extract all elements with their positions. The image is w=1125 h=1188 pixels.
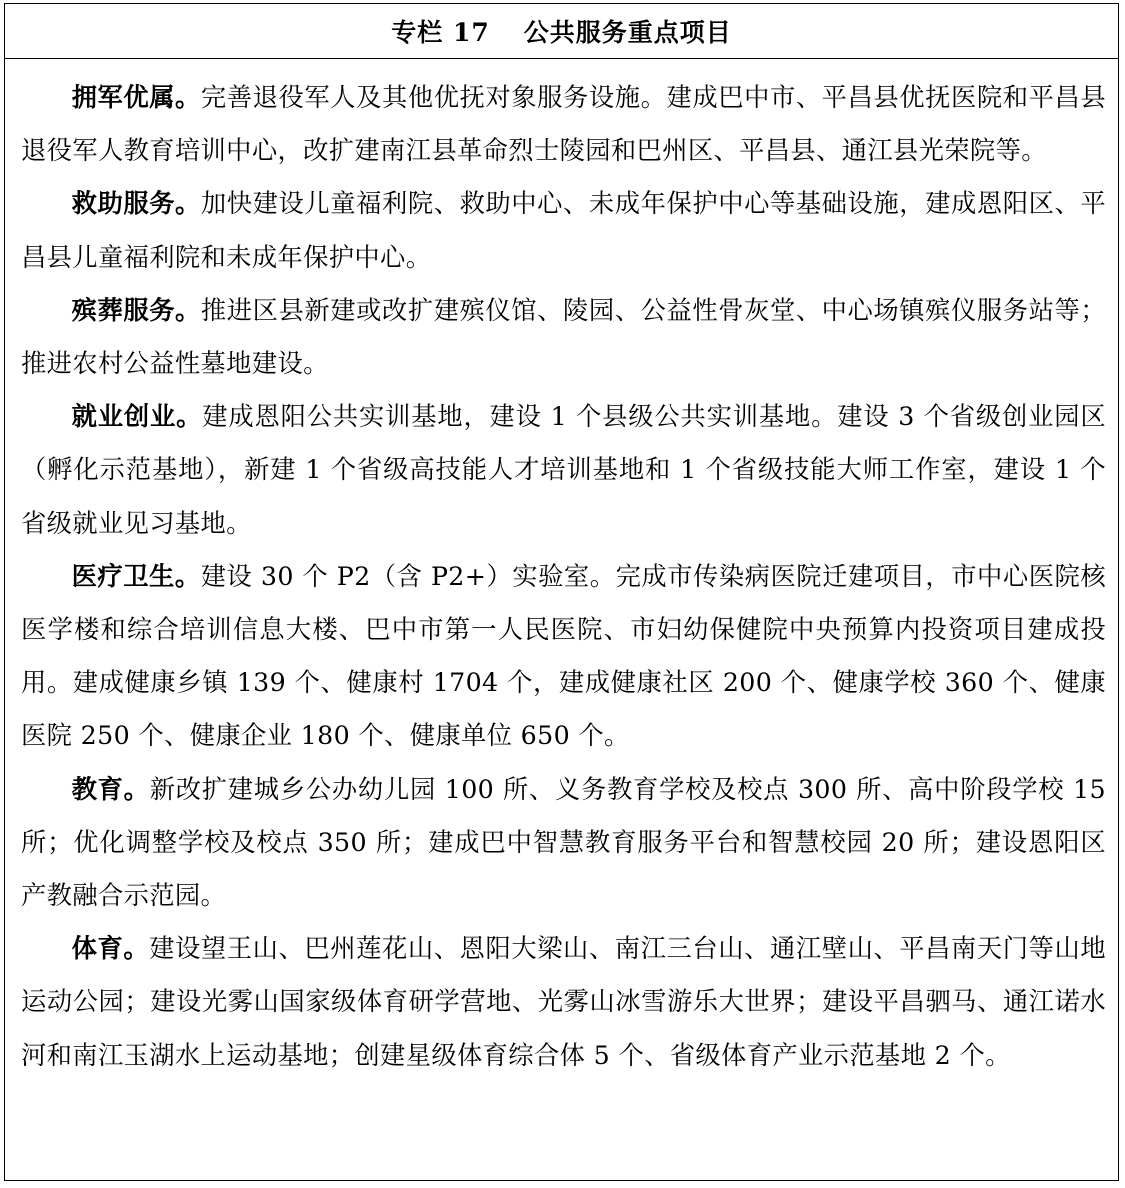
section-heading: 医疗卫生。 — [71, 560, 201, 591]
feature-box — [4, 3, 1119, 1181]
section-heading: 就业创业。 — [71, 401, 203, 432]
section-heading: 体育。 — [71, 933, 150, 964]
section-text: 加快建设儿童福利院、救助中心、未成年保护中心等基础设施，建成恩阳区、平昌县儿童福利院和未成年保护中心。 — [21, 189, 1106, 272]
section-funeral — [21, 284, 1106, 390]
section-healthcare — [21, 550, 1106, 763]
section-employment — [21, 390, 1106, 550]
section-text: 完善退役军人及其他优抚对象服务设施。建成巴中市、平昌县优抚医院和平昌县退役军人教育培训中心，改扩建南江县革命烈士陵园和巴州区、平昌县、通江县光荣院等。 — [21, 83, 1106, 166]
section-heading: 教育。 — [71, 773, 150, 804]
section-heading: 殡葬服务。 — [71, 294, 201, 325]
section-text: 建成恩阳公共实训基地，建设 1 个县级公共实训基地。建设 3 个省级创业园区（孵化示范基地），新建 1 个省级高技能人才培训基地和 1 个省级技能大师工作室，建设 1 个省级就业见习基地。 — [21, 402, 1106, 538]
box-title: 公共服务重点项目 — [523, 18, 732, 47]
section-heading: 拥军优属。 — [71, 82, 201, 112]
section-text: 推进区县新建或改扩建殡仪馆、陵园、公益性骨灰堂、中心场镇殡仪服务站等；推进农村公益性墓地建设。 — [21, 295, 1106, 379]
section-sports — [21, 922, 1106, 1082]
section-relief — [21, 177, 1106, 283]
section-text: 建设望王山、巴州莲花山、恩阳大梁山、南江三台山、通江壁山、平昌南天门等山地运动公园；建设光雾山国家级体育研学营地、光雾山冰雪游乐大世界；建设平昌驷马、通江诺水河和南江玉湖水上运动基地；创建星级体育综合体 5 个、省级体育产业示范基地 2 个。 — [21, 934, 1106, 1070]
box-label: 专栏 17 — [391, 18, 490, 47]
section-heading: 救助服务。 — [71, 188, 201, 219]
section-text: 建设 30 个 P2（含 P2+）实验室。完成市传染病医院迁建项目，市中心医院核医学楼和综合培训信息大楼、巴中市第一人民医院、市妇幼保健院中央预算内投资项目建成投用。建成健康乡镇 139 个、健康村 1704 个，建成健康社区 200 个、健康学校 360 个、健康医院 250 个、健康企业 180 个、健康单位 650 个。 — [21, 561, 1106, 751]
section-text: 新改扩建城乡公办幼儿园 100 所、义务教育学校及校点 300 所、高中阶段学校 15 所；优化调整学校及校点 350 所；建成巴中智慧教育服务平台和智慧校园 20 所；建设恩阳区产教融合示范园。 — [21, 774, 1106, 911]
box-header — [5, 4, 1118, 59]
box-body — [5, 59, 1118, 1082]
section-veterans — [21, 71, 1106, 177]
section-education — [21, 763, 1106, 923]
